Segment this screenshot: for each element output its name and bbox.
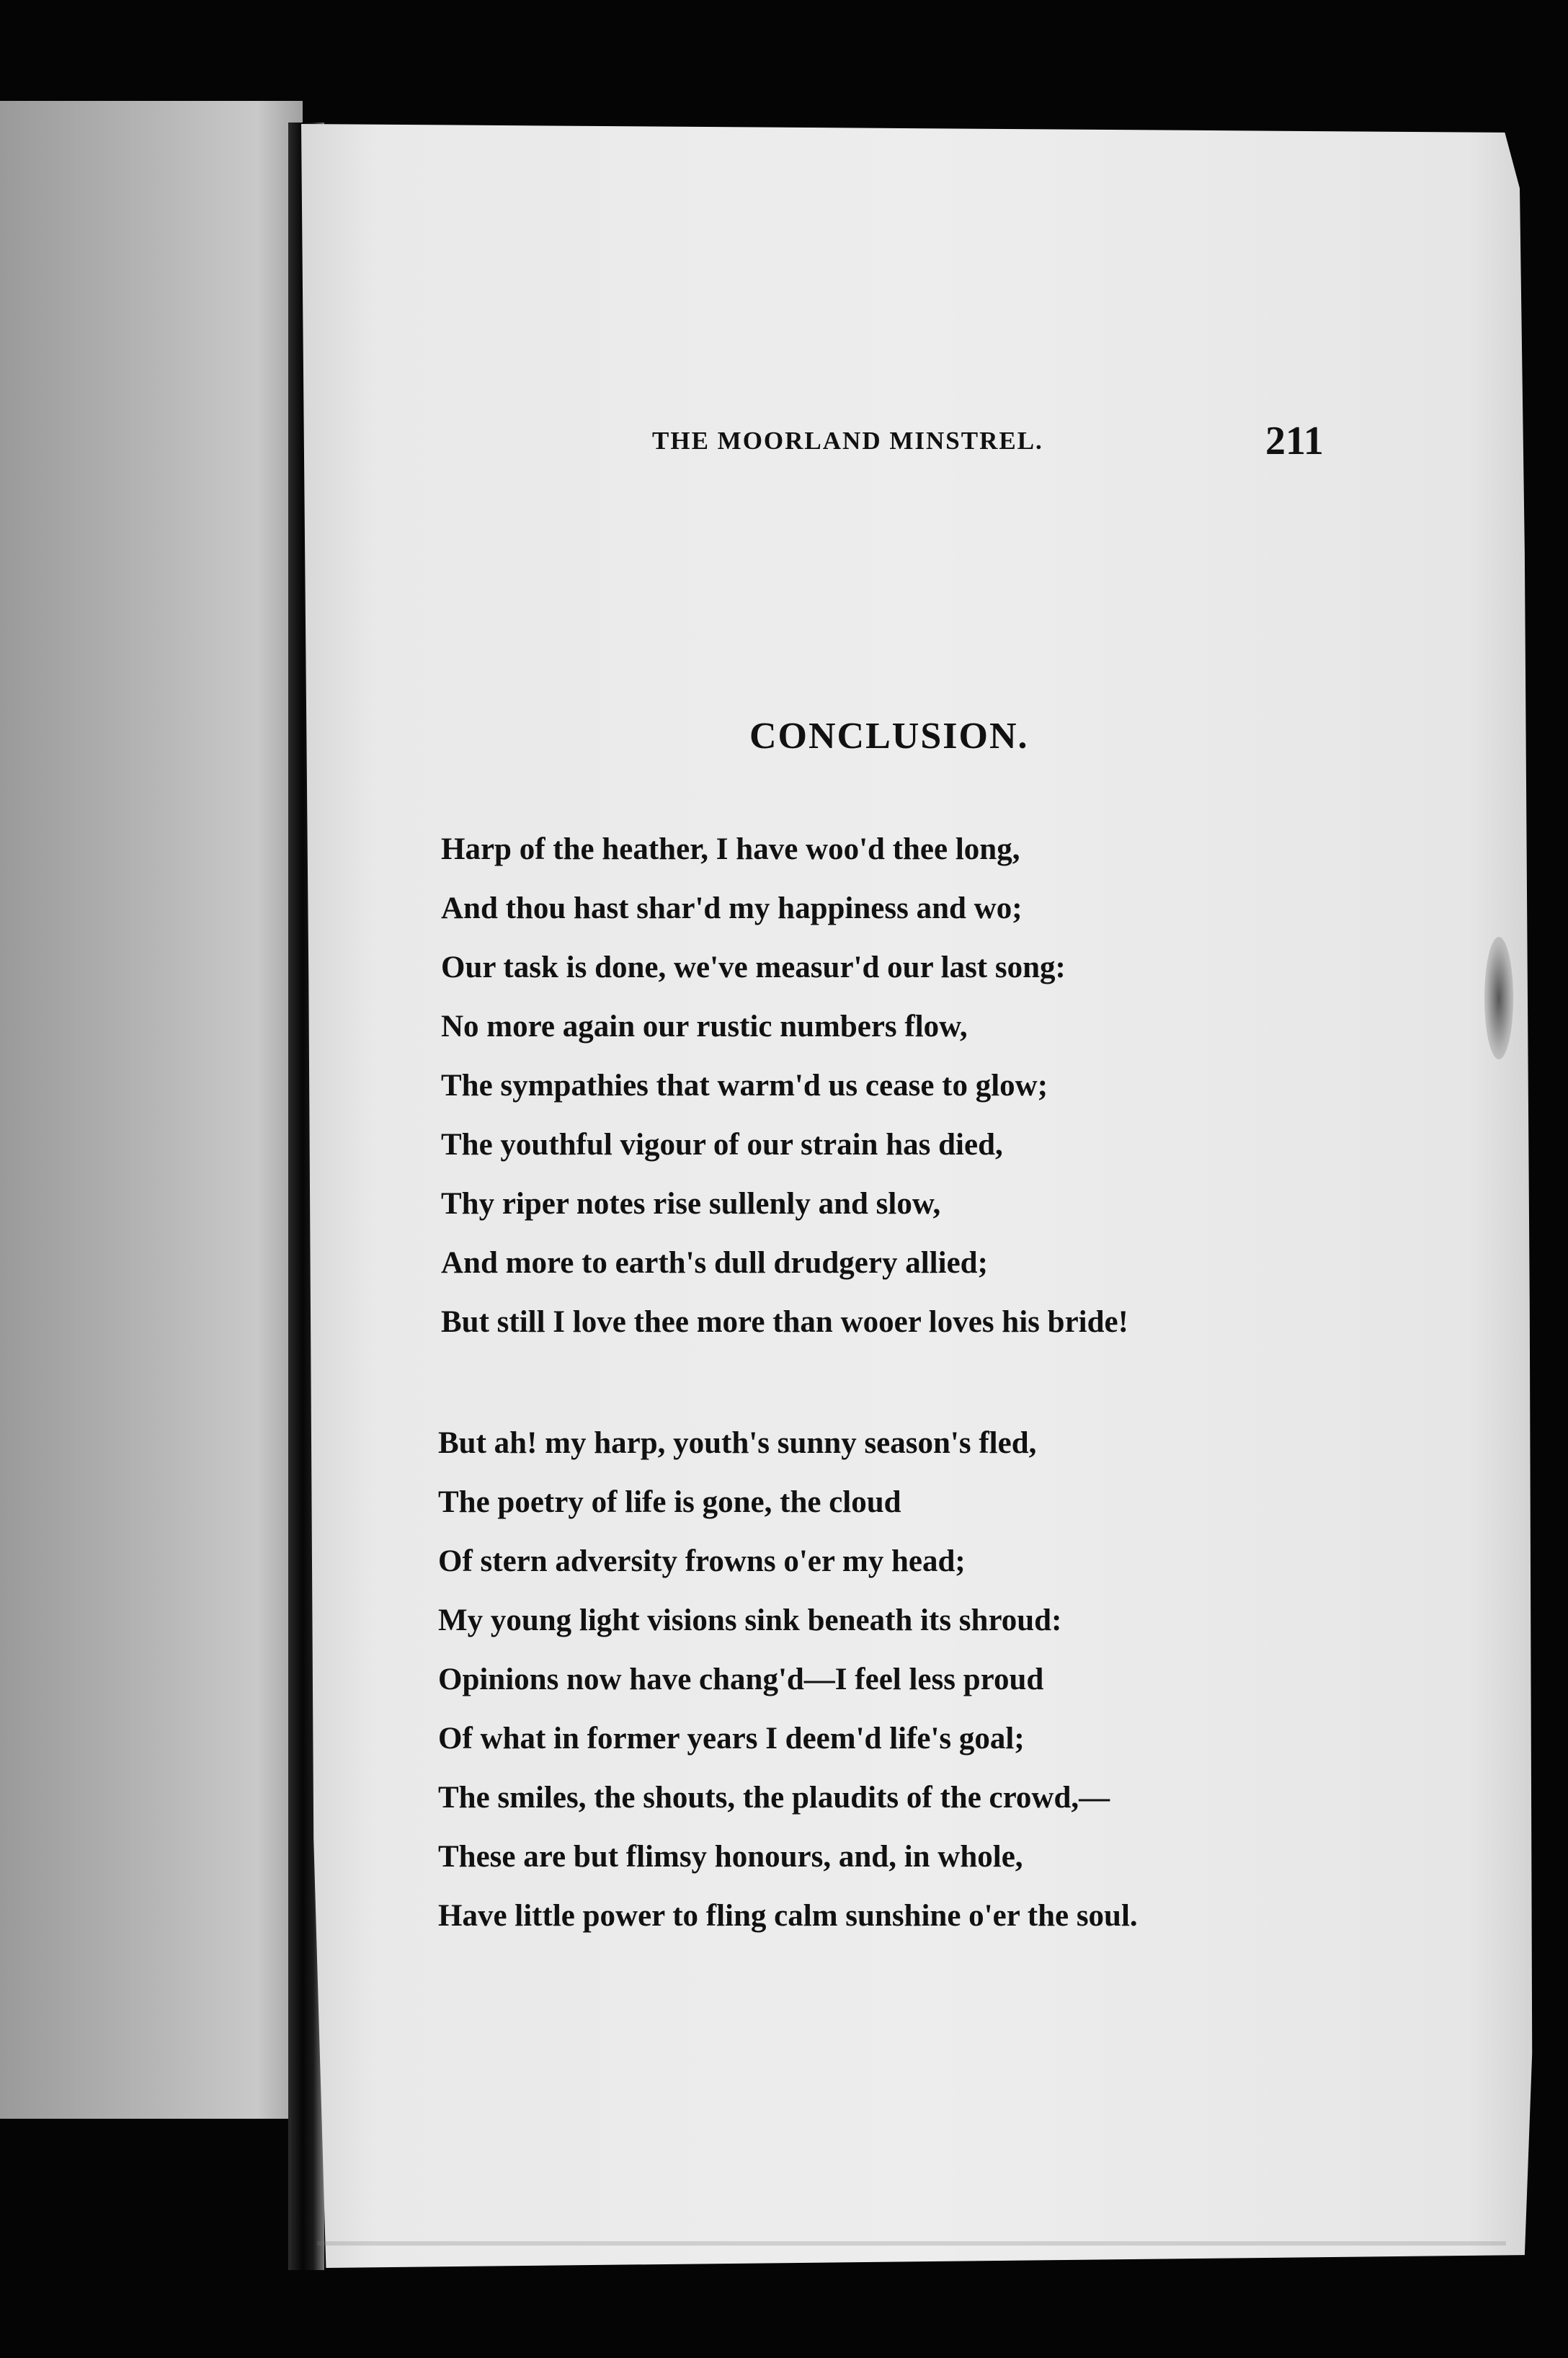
verse-line: And thou hast shar'd my happiness and wo; bbox=[441, 891, 1023, 925]
verse-line: Our task is done, we've measur'd our last song: bbox=[441, 951, 1066, 984]
poem-title: CONCLUSION. bbox=[749, 716, 1029, 757]
stanza-2 bbox=[438, 1414, 1138, 1946]
verse-line: Have little power to fling calm sunshine o'er the soul. bbox=[438, 1899, 1138, 1933]
verse-line: Opinions now have chang'd—I feel less proud bbox=[438, 1663, 1044, 1696]
page-bottom-edge bbox=[317, 2241, 1506, 2246]
verse-line: Harp of the heather, I have woo'd thee long, bbox=[441, 832, 1020, 866]
verse-line: The youthful vigour of our strain has died, bbox=[441, 1128, 1003, 1162]
stanza-1 bbox=[441, 820, 1128, 1352]
verse-line: The sympathies that warm'd us cease to glow; bbox=[441, 1069, 1048, 1103]
verse-line: My young light visions sink beneath its shroud: bbox=[438, 1603, 1062, 1637]
verse-line: And more to earth's dull drudgery allied; bbox=[441, 1246, 988, 1280]
page-smudge bbox=[1484, 937, 1513, 1059]
verse-line: Thy riper notes rise sullenly and slow, bbox=[441, 1187, 941, 1221]
page-number: 211 bbox=[1265, 419, 1324, 463]
verse-line: But still I love thee more than wooer loves his bride! bbox=[441, 1305, 1128, 1339]
running-head: THE MOORLAND MINSTREL. bbox=[652, 427, 1043, 455]
verse-line: But ah! my harp, youth's sunny season's fled, bbox=[438, 1426, 1037, 1460]
verse-line: The smiles, the shouts, the plaudits of the crowd,— bbox=[438, 1781, 1110, 1815]
verse-line: No more again our rustic numbers flow, bbox=[441, 1010, 968, 1044]
verse-line: These are but flimsy honours, and, in whole, bbox=[438, 1840, 1023, 1874]
facing-page-left bbox=[0, 101, 303, 2119]
verse-line: The poetry of life is gone, the cloud bbox=[438, 1485, 901, 1519]
verse-line: Of what in former years I deem'd life's goal; bbox=[438, 1722, 1025, 1756]
verse-line: Of stern adversity frowns o'er my head; bbox=[438, 1544, 966, 1578]
